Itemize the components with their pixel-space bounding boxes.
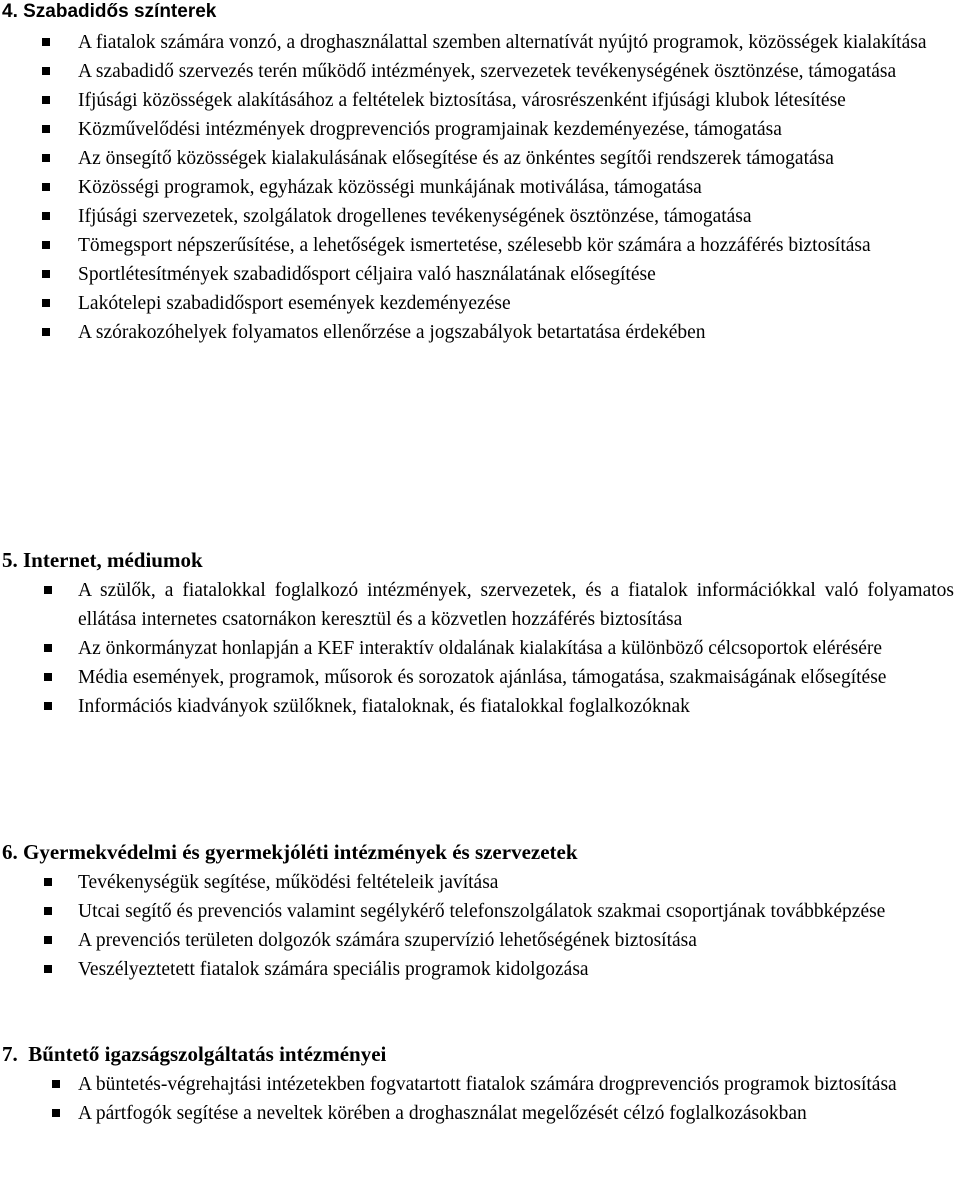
list-item: Tevékenységük segítése, működési feltételeik javítása	[0, 868, 960, 897]
bullet-icon	[42, 154, 50, 162]
list-item: Az önkormányzat honlapján a KEF interaktív oldalának kialakítása a különböző célcsoportok elérésére	[0, 634, 960, 663]
list-item: A fiatalok számára vonzó, a droghasználattal szemben alternatívát nyújtó programok, közösségek kialakítása	[0, 28, 960, 57]
bullet-icon	[44, 878, 52, 886]
list-item: A büntetés-végrehajtási intézetekben fogvatartott fiatalok számára drogprevenciós programok biztosítása	[0, 1070, 960, 1099]
list-item: A prevenciós területen dolgozók számára szupervízió lehetőségének biztosítása	[0, 926, 960, 955]
bullet-icon	[52, 1080, 60, 1088]
section-7	[0, 1042, 960, 1128]
bullet-icon	[44, 673, 52, 681]
list-item: Sportlétesítmények szabadidősport céljaira való használatának elősegítése	[0, 260, 960, 289]
list-item: Közösségi programok, egyházak közösségi munkájának motiválása, támogatása	[0, 173, 960, 202]
bullet-icon	[42, 299, 50, 307]
bullet-icon	[42, 38, 50, 46]
list-item: Utcai segítő és prevenciós valamint segélykérő telefonszolgálatok szakmai csoportjának továbbképzése	[0, 897, 960, 926]
section-5	[0, 548, 960, 721]
list-item: Tömegsport népszerűsítése, a lehetőségek ismertetése, szélesebb kör számára a hozzáférés biztosítása	[0, 231, 960, 260]
bullet-icon	[42, 270, 50, 278]
bullet-icon	[44, 586, 52, 594]
bullet-icon	[44, 965, 52, 973]
bullet-icon	[42, 241, 50, 249]
list-item: Veszélyeztetett fiatalok számára speciális programok kidolgozása	[0, 955, 960, 984]
list-item: Ifjúsági közösségek alakításához a feltételek biztosítása, városrészenként ifjúsági klubok létesítése	[0, 86, 960, 115]
section-heading: 5. Internet, médiumok	[2, 548, 203, 572]
list-item: Információs kiadványok szülőknek, fiataloknak, és fiatalokkal foglalkozóknak	[0, 692, 960, 721]
bullet-icon	[44, 702, 52, 710]
list-item: Ifjúsági szervezetek, szolgálatok drogellenes tevékenységének ösztönzése, támogatása	[0, 202, 960, 231]
list-item: Média események, programok, műsorok és sorozatok ajánlása, támogatása, szakmaiságának elősegítése	[0, 663, 960, 692]
section-heading: 4. Szabadidős színterek	[2, 1, 217, 22]
section-6	[0, 840, 960, 984]
bullet-icon	[44, 907, 52, 915]
section-heading: 6. Gyermekvédelmi és gyermekjóléti intézmények és szervezetek	[2, 840, 578, 864]
list-item: Közművelődési intézmények drogprevenciós programjainak kezdeményezése, támogatása	[0, 115, 960, 144]
bullet-icon	[42, 67, 50, 75]
bullet-list	[0, 576, 960, 721]
list-item: Az önsegítő közösségek kialakulásának elősegítése és az önkéntes segítői rendszerek támogatása	[0, 144, 960, 173]
section-4	[0, 0, 960, 347]
bullet-icon	[42, 212, 50, 220]
section-heading: 7. Bűntető igazságszolgáltatás intézményei	[2, 1042, 387, 1066]
bullet-icon	[44, 936, 52, 944]
bullet-list	[0, 28, 960, 347]
bullet-icon	[44, 644, 52, 652]
bullet-list	[0, 1070, 960, 1128]
list-item: A szülők, a fiatalokkal foglalkozó intézmények, szervezetek, és a fiatalok információkkal való folyamatos ellátása internetes csatornákon keresztül és a közvetlen hozzáférés biztosítása	[0, 576, 960, 634]
list-item: A szabadidő szervezés terén működő intézmények, szervezetek tevékenységének ösztönzése, támogatása	[0, 57, 960, 86]
list-item: A szórakozóhelyek folyamatos ellenőrzése a jogszabályok betartatása érdekében	[0, 318, 960, 347]
bullet-icon	[42, 125, 50, 133]
bullet-list	[0, 868, 960, 984]
bullet-icon	[42, 328, 50, 336]
bullet-icon	[42, 183, 50, 191]
bullet-icon	[52, 1109, 60, 1117]
list-item: Lakótelepi szabadidősport események kezdeményezése	[0, 289, 960, 318]
bullet-icon	[42, 96, 50, 104]
list-item: A pártfogók segítése a neveltek körében a droghasználat megelőzését célzó foglalkozásokban	[0, 1099, 960, 1128]
